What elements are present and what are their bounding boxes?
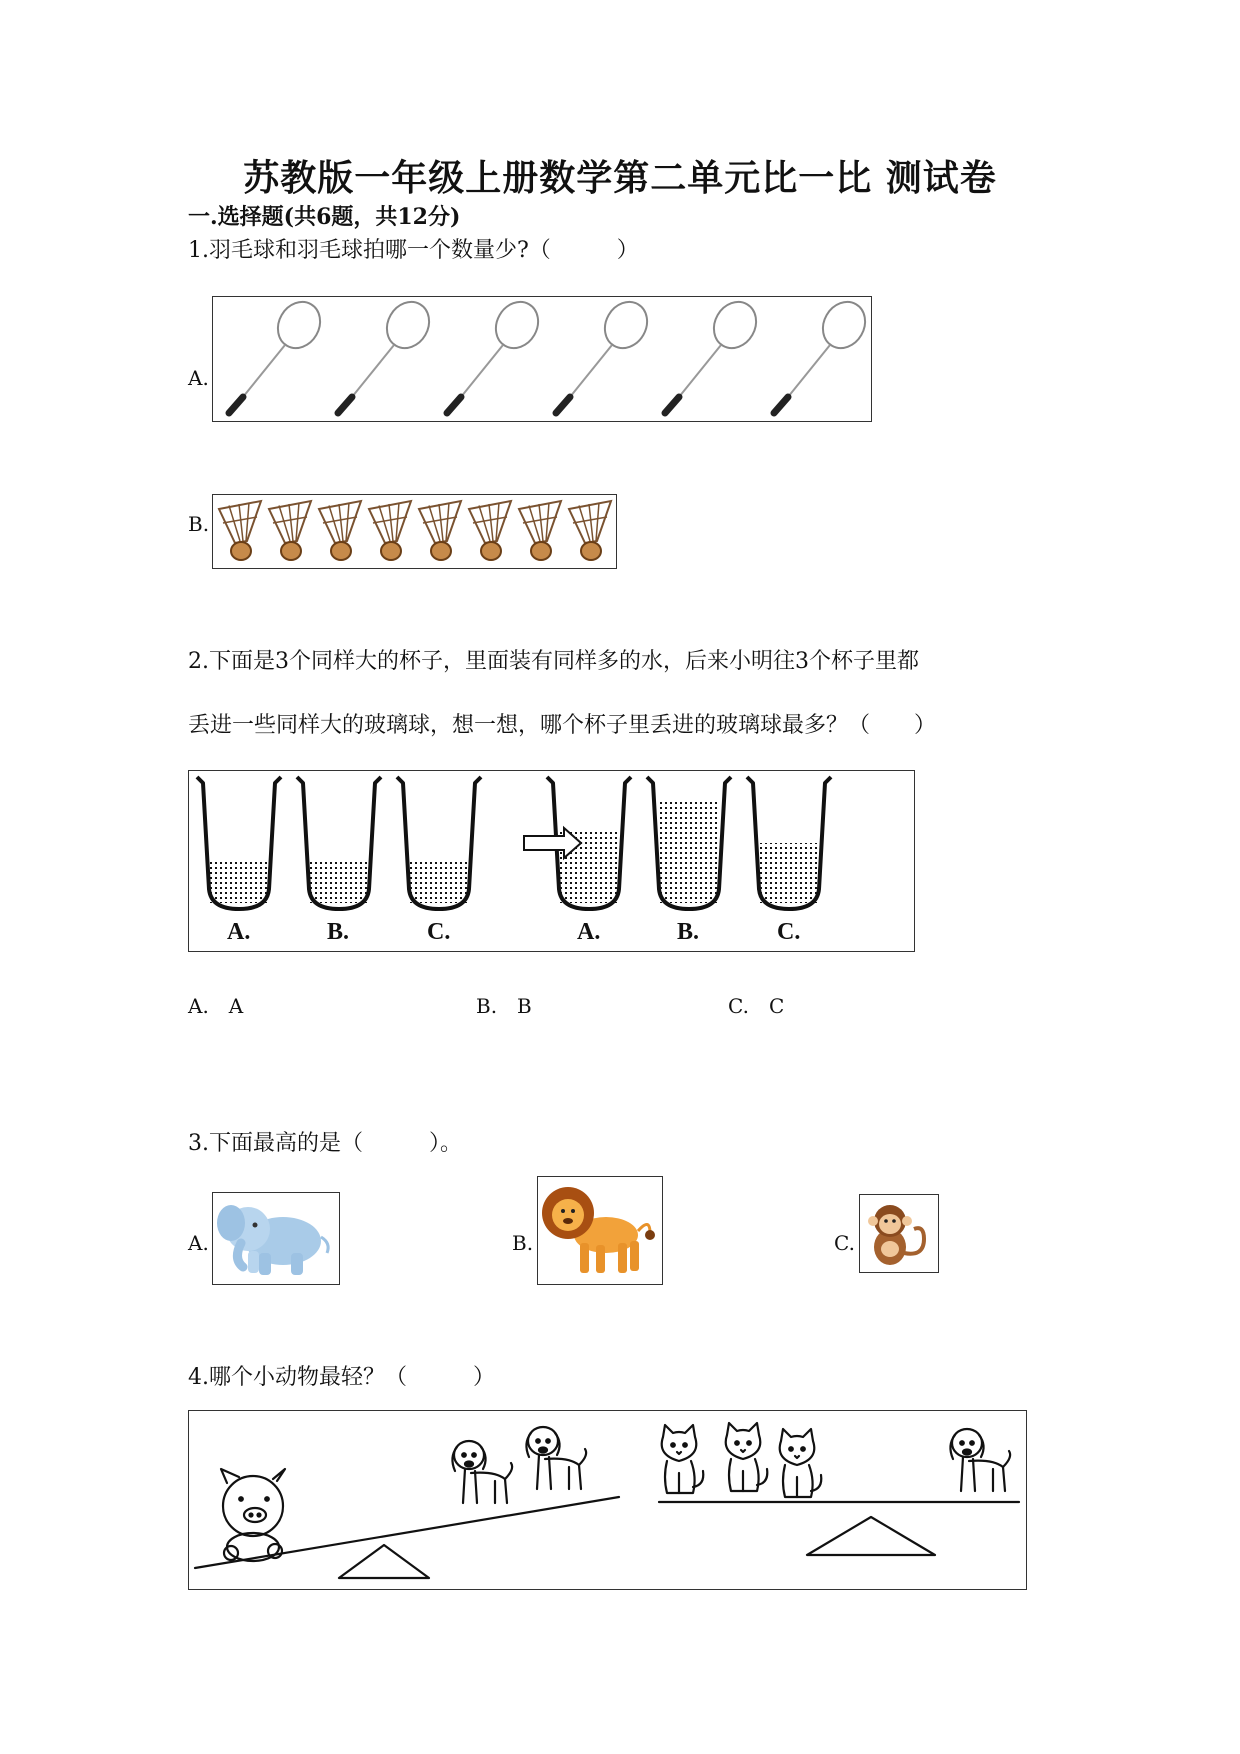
- racket-row: [213, 297, 870, 420]
- question-2-line-1: 2.下面是3个同样大的杯子，里面装有同样多的水，后来小明往3个杯子里都: [188, 649, 919, 674]
- cat-icon: [780, 1429, 822, 1497]
- racket-icon: [774, 297, 870, 413]
- shuttlecock-row: [213, 495, 615, 567]
- q3-option-a-box[interactable]: [212, 1192, 340, 1285]
- cup-label: A.: [227, 919, 251, 945]
- cup-icon: [197, 777, 281, 909]
- q2-option-c[interactable]: C. C: [728, 994, 785, 1018]
- q1-option-b-label: B.: [188, 512, 210, 536]
- cup-label: B.: [327, 919, 350, 945]
- racket-icon: [229, 297, 328, 413]
- q3-option-c-box[interactable]: [859, 1194, 939, 1273]
- racket-icon: [338, 297, 437, 413]
- cat-icon: [662, 1425, 704, 1493]
- monkey-icon: [860, 1195, 937, 1271]
- shuttlecock-icon: [369, 501, 411, 560]
- left-fulcrum-icon: [339, 1545, 429, 1578]
- dog-icon: [526, 1427, 586, 1489]
- cup-icon: [647, 777, 731, 909]
- cat-icon: [726, 1423, 768, 1491]
- shuttlecock-icon: [569, 501, 611, 560]
- question-1-text: 1.羽毛球和羽毛球拍哪一个数量少?（ ）: [188, 238, 639, 263]
- pig-icon: [221, 1469, 285, 1561]
- balance-diagram: [189, 1411, 1025, 1588]
- q1-option-b-box[interactable]: [212, 494, 617, 569]
- cup-icon: [747, 777, 831, 909]
- q3-option-a-label: A.: [188, 1231, 209, 1255]
- q1-option-a-label: A.: [188, 366, 209, 390]
- racket-icon: [447, 297, 546, 413]
- question-4-text: 4.哪个小动物最轻？（ ）: [188, 1365, 495, 1390]
- cups-diagram: [189, 771, 913, 950]
- lion-icon: [538, 1177, 661, 1283]
- cup-icon: [297, 777, 381, 909]
- cup-label: B.: [677, 919, 700, 945]
- q1-option-a-box[interactable]: [212, 296, 872, 422]
- right-fulcrum-icon: [807, 1517, 935, 1555]
- shuttlecock-icon: [469, 501, 511, 560]
- cup-label: C.: [777, 919, 801, 945]
- shuttlecock-icon: [519, 501, 561, 560]
- q2-option-a[interactable]: A. A: [188, 994, 244, 1018]
- cup-icon: [397, 777, 481, 909]
- racket-icon: [665, 297, 764, 413]
- shuttlecock-icon: [219, 501, 261, 560]
- dog-icon: [452, 1441, 512, 1503]
- q3-option-c-label: C.: [834, 1231, 855, 1255]
- shuttlecock-icon: [319, 501, 361, 560]
- racket-icon: [556, 297, 655, 413]
- q4-balance-figure: [188, 1410, 1027, 1590]
- q3-option-b-label: B.: [512, 1231, 534, 1255]
- page-title: 苏教版一年级上册数学第二单元比一比 测试卷: [243, 157, 997, 199]
- shuttlecock-icon: [419, 501, 461, 560]
- cup-label: C.: [427, 919, 451, 945]
- question-3-text: 3.下面最高的是（ ）。: [188, 1131, 462, 1156]
- q3-option-b-box[interactable]: [537, 1176, 663, 1285]
- question-2-line-2: 丢进一些同样大的玻璃球，想一想，哪个杯子里丢进的玻璃球最多？（ ）: [188, 713, 937, 738]
- shuttlecock-icon: [269, 501, 311, 560]
- elephant-icon: [213, 1193, 338, 1283]
- q2-cups-figure: [188, 770, 915, 952]
- cup-label: A.: [577, 919, 601, 945]
- dog-icon: [950, 1429, 1010, 1491]
- section-heading: 一.选择题(共6题，共12分): [188, 204, 461, 230]
- q2-option-b[interactable]: B. B: [476, 994, 532, 1018]
